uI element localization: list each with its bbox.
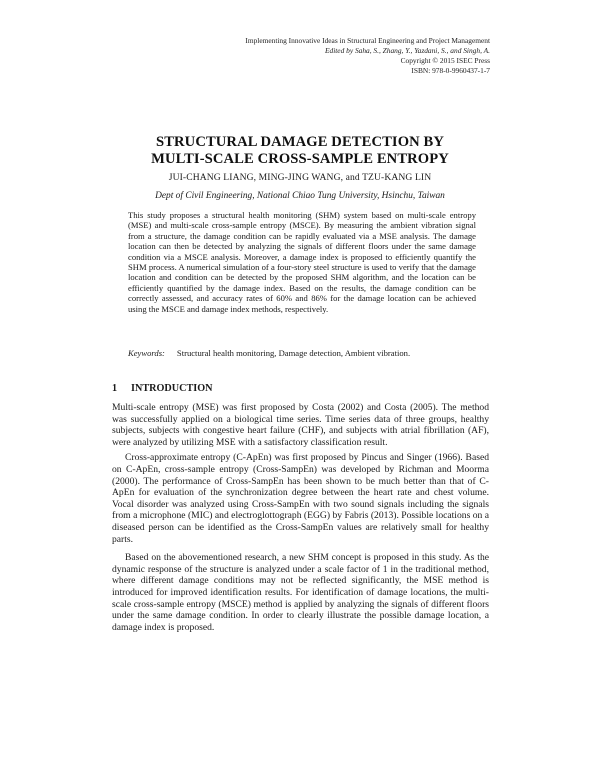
keywords [128, 348, 488, 358]
running-header [170, 36, 490, 76]
header-proceedings: Implementing Innovative Ideas in Structural Engineering and Project Management [245, 36, 490, 45]
section-number: 1 [112, 383, 118, 394]
section-title: INTRODUCTION [131, 383, 213, 394]
paragraph-3: Based on the abovementioned research, a new SHM concept is proposed in this study. As the dynamic response of the structure is analyzed under a scale factor of 1 in the traditional method, where different damage conditions may not be reflected significantly, the MSE method is introduced for improved identification results. For identification of damage locations, the multi-scale cross-sample entropy (MSCE) method is applied by analyzing the signals of different floors under the same damage condition. In order to clearly illustrate the possible damage location, a damage index is proposed. [112, 552, 489, 633]
header-isbn: ISBN: 978-0-9960437-1-7 [411, 66, 490, 75]
paper-title [100, 134, 500, 168]
author-list: JUI-CHANG LIANG, MING-JING WANG, and TZU-KANG LIN [168, 172, 432, 183]
header-copyright: Copyright © 2015 ISEC Press [400, 56, 490, 65]
title-line-1: STRUCTURAL DAMAGE DETECTION BY [155, 134, 445, 150]
paragraph-2: Cross-approximate entropy (C-ApEn) was first proposed by Pincus and Singer (1966). Based on C-ApEn, cross-sample entropy (Cross-SampEn) was developed by Richman and Moorma (2000). The performance of Cross-SampEn has been shown to be much better than that of C-ApEn for evaluation of the synchronization degree between the heart rate and chest volume. Vocal disorder was analyzed using Cross-SampEn with two sound signals including the signals from a microphone (MIC) and electroglottograph (EGG) by Fabris (2013). Possible locations on a diseased person can be identified as the Cross-SampEn values are relatively small for healthy parts. [112, 452, 489, 545]
keywords-label: Keywords: [128, 348, 165, 358]
header-editors: Edited by Saha, S., Zhang, Y., Yazdani, S., and Singh, A. [324, 46, 490, 55]
section-body [112, 402, 489, 633]
keywords-value: Structural health monitoring, Damage detection, Ambient vibration. [176, 348, 411, 358]
paragraph-1: Multi-scale entropy (MSE) was first proposed by Costa (2002) and Costa (2005). The method was successfully applied on a biological time series. Time series data of three groups, healthy subjects, subjects with congestive heart failure (CHF), and subjects with atrial fibrillation (AF), were analyzed by utilizing MSE with a satisfactory classification result. [112, 402, 489, 448]
title-line-2: MULTI-SCALE CROSS-SAMPLE ENTROPY [151, 151, 449, 167]
abstract: This study proposes a structural health monitoring (SHM) system based on multi-scale entropy (MSE) and multi-scale cross-sample entropy (MSCE). By measuring the ambient vibration signal from a structure, the damage condition can be rapidly evaluated via a MSE analysis. The damage location can then be detected by analyzing the signals of different floors under the same damage condition via a MSCE analysis. Moreover, a damage index is proposed to efficiently quantify the SHM process. A numerical simulation of a four-story steel structure is used to verify that the damage location and condition can be detected by the proposed SHM algorithm, and the location can be efficiently quantified by the damage index. Based on the results, the damage condition can be correctly assessed, and accuracy rates of 60% and 86% for the damage location can be achieved using the MSCE and damage index methods, respectively. [128, 210, 476, 314]
affiliation: Dept of Civil Engineering, National Chiao Tung University, Hsinchu, Taiwan [155, 191, 445, 201]
section-heading [112, 383, 213, 394]
